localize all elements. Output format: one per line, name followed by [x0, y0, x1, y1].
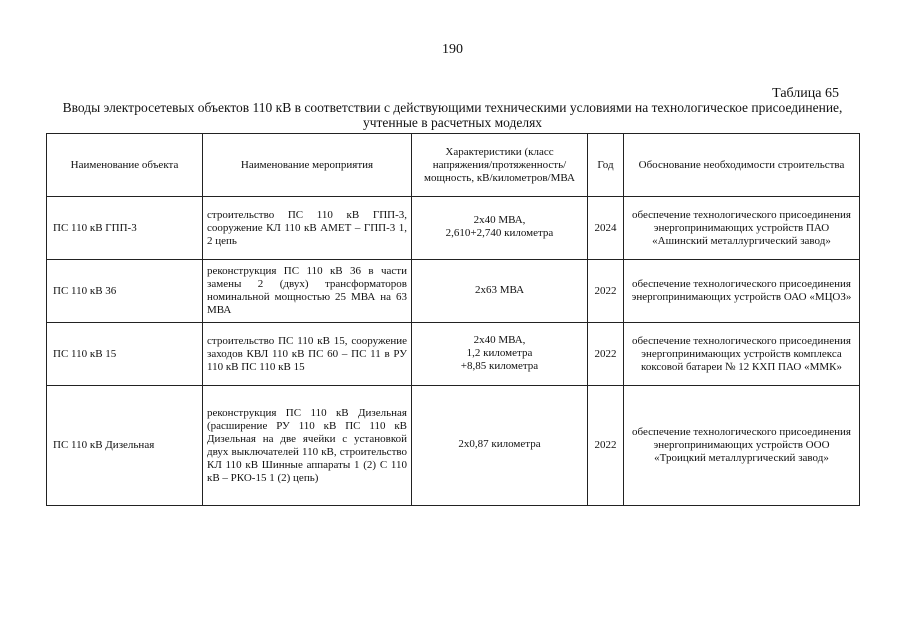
- page-number: 190: [442, 42, 463, 57]
- data-table: [46, 133, 860, 506]
- spec-line: 2х40 МВА,: [473, 333, 526, 346]
- table-header-row: [47, 134, 860, 197]
- object-cell: ПС 110 кВ 15: [47, 323, 203, 386]
- action-cell: строительство ПС 110 кВ 15, сооружение заходов КВЛ 110 кВ ПС 60 – ПС 11 в РУ 110 кВ ПС 110 кВ 15: [203, 323, 412, 386]
- year-cell: 2022: [588, 260, 624, 323]
- table-row: [47, 197, 860, 260]
- table-label: Таблица 65: [772, 86, 839, 101]
- object-cell: ПС 110 кВ ГПП-3: [47, 197, 203, 260]
- reason-cell: обеспечение технологического присоединения энергопринимающих устройств ОАО «МЦОЗ»: [624, 260, 860, 323]
- column-header-action: Наименование мероприятия: [203, 134, 412, 197]
- year-cell: 2022: [588, 386, 624, 506]
- column-header-reason: Обоснование необходимости строительства: [624, 134, 860, 197]
- object-cell: ПС 110 кВ 36: [47, 260, 203, 323]
- table-row: [47, 260, 860, 323]
- year-cell: 2024: [588, 197, 624, 260]
- reason-cell: обеспечение технологического присоединения энергопринимающих устройств ПАО «Ашинский металлургический завод»: [624, 197, 860, 260]
- spec-line: 2х40 МВА,: [473, 214, 526, 226]
- action-cell: строительство ПС 110 кВ ГПП-3, сооружение КЛ 110 кВ АМЕТ – ГПП-3 1, 2 цепь: [203, 197, 412, 260]
- spec-line: 1,2 километра: [466, 346, 533, 359]
- specs-cell: [412, 323, 588, 386]
- spec-line: 2х63 МВА: [474, 283, 525, 296]
- object-cell: ПС 110 кВ Дизельная: [47, 386, 203, 506]
- reason-cell: обеспечение технологического присоединения энергопринимающих устройств комплекса коксовой батареи № 12 КХП ПАО «ММК»: [624, 323, 860, 386]
- reason-cell: обеспечение технологического присоединения энергопринимающих устройств ООО «Троицкий металлургический завод»: [624, 386, 860, 506]
- specs-cell: [412, 386, 588, 506]
- spec-line: 2х0,87 километра: [458, 438, 541, 450]
- table-caption: Вводы электросетевых объектов 110 кВ в соответствии с действующими техническими условиями на технологическое присоединение, учтенные в расчетных моделях: [62, 100, 843, 130]
- spec-line: 2,610+2,740 километра: [445, 227, 554, 239]
- specs-cell: [412, 260, 588, 323]
- action-cell: реконструкция ПС 110 кВ Дизельная (расширение РУ 110 кВ ПС 110 кВ Дизельная на две ячейки с установкой двух выключателей 110 кВ, строительство КЛ 110 кВ Шинные аппараты 1 (2) С 110 кВ – РКО-15 1 (2) цепь): [203, 386, 412, 506]
- table-row: [47, 323, 860, 386]
- year-cell: 2022: [588, 323, 624, 386]
- spec-line: +8,85 километра: [460, 359, 539, 372]
- action-cell: реконструкция ПС 110 кВ 36 в части замены 2 (двух) трансформаторов номинальной мощностью 25 МВА на 63 МВА: [203, 260, 412, 323]
- column-header-specs: Характеристики (класс напряжения/протяженность/мощность, кВ/километров/МВА: [412, 134, 588, 197]
- column-header-year: Год: [588, 134, 624, 197]
- column-header-object: Наименование объекта: [47, 134, 203, 197]
- specs-cell: [412, 197, 588, 260]
- table-row: [47, 386, 860, 506]
